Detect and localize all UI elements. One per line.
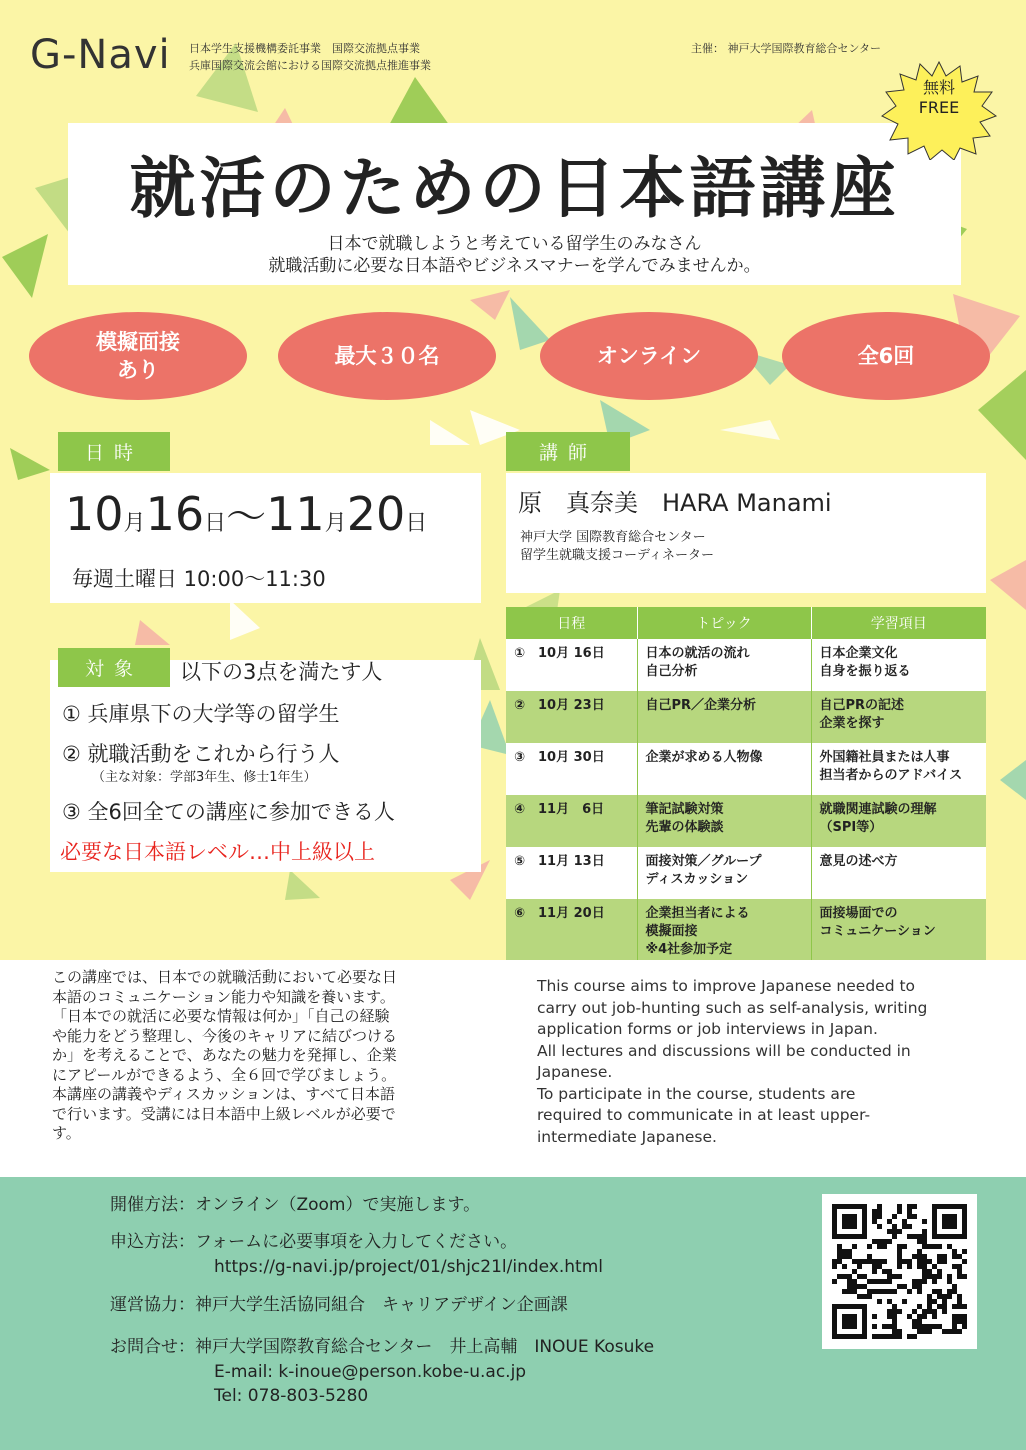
- col-header-topic: トピック: [637, 607, 811, 639]
- schedule-date-line: ③ 10月 30日: [514, 750, 605, 765]
- col-header-date: 日程: [506, 607, 637, 639]
- free-badge-line-2: FREE: [918, 98, 960, 117]
- schedule-item-line: 自己PRの記述: [819, 698, 905, 713]
- description-area: [0, 960, 1026, 1177]
- schedule-row: [506, 691, 986, 743]
- target-tag: 対象: [58, 648, 170, 687]
- schedule-item-line: 企業を探す: [819, 716, 885, 731]
- schedule-topic-line: 筆記試験対策: [645, 802, 724, 817]
- description-jp-line: や能力をどう整理し、今後のキャリアに結びつける: [52, 1026, 398, 1045]
- date-box: [50, 473, 481, 603]
- schedule-item-line: 担当者からのアドバイス: [819, 768, 963, 783]
- description-en-line: Japanese.: [537, 1063, 613, 1081]
- description-jp-line: 本講座の講義やディスカッションは、すべて日本語: [52, 1085, 396, 1103]
- org-line-2: 兵庫国際交流会館における国際交流拠点推進事業: [189, 59, 431, 72]
- schedule-topic-line: 自己PR／企業分析: [645, 698, 757, 713]
- contact-tel[interactable]: Tel: 078-803-5280: [214, 1386, 369, 1406]
- schedule-date-line: ① 10月 16日: [514, 646, 605, 661]
- description-jp-line: この講座では、日本での就職活動において必要な日: [52, 968, 398, 986]
- description-en-line: intermediate Japanese.: [537, 1127, 717, 1146]
- footer: [0, 1177, 1026, 1450]
- schedule-topic-line: 自己分析: [645, 664, 698, 679]
- subtitle: [68, 233, 961, 277]
- weekly-time: 毎週土曜日 10:00～11:30: [72, 567, 326, 591]
- description-jp-line: 「日本での就活に必要な情報は何か」「自己の経験: [52, 1007, 390, 1025]
- schedule-topic-line: 企業が求める人物像: [645, 750, 763, 765]
- description-en-line: This course aims to improve Japanese needed to: [537, 977, 916, 995]
- schedule-item-line: 意見の述べ方: [819, 854, 898, 869]
- method-value: オンライン（Zoom）で実施します。: [195, 1195, 481, 1215]
- target-item-1: ① 兵庫県下の大学等の留学生: [62, 702, 340, 726]
- required-level: 必要な日本語レベル…中上級以上: [60, 840, 375, 864]
- schedule-date-line: ④ 11月 6日: [514, 802, 605, 817]
- title-box: [68, 123, 961, 285]
- target-item-2-note: （主な対象：学部3年生、修士1年生）: [92, 770, 317, 785]
- feature-sessions: [782, 312, 990, 400]
- contact-value: 神戸大学国際教育総合センター 井上高輔 INOUE Kosuke: [195, 1337, 655, 1357]
- schedule-date: [506, 795, 637, 847]
- instructor-tag: 講師: [506, 432, 630, 471]
- description-jp-line: で行います。受講には日本語中上級レベルが必要で: [52, 1104, 396, 1123]
- qr-code-pattern: [832, 1204, 967, 1339]
- description-jp-line: か」を考えることで、あなたの魅力を発揮し、企業: [52, 1046, 397, 1064]
- contact-label: お問合せ：: [110, 1337, 195, 1357]
- description-en-line: All lectures and discussions will be conducted in: [537, 1041, 911, 1060]
- affiliation-line-2: 留学生就職支援コーディネーター: [520, 548, 714, 563]
- schedule-date-line: ② 10月 23日: [514, 698, 605, 713]
- schedule-topic-line: 企業担当者による: [645, 906, 750, 921]
- instructor-name: 原 真奈美 HARA Manami: [518, 489, 832, 517]
- schedule-item-line: 自身を振り返る: [819, 664, 911, 679]
- page-title: 就活のための日本語講座: [129, 150, 900, 227]
- schedule-item: [811, 639, 986, 691]
- subtitle-line-2: 就職活動に必要な日本語やビジネスマナーを学んでみませんか。: [268, 256, 761, 276]
- coop-label: 運営協力：: [110, 1295, 195, 1315]
- target-item-3: ③ 全6回全ての講座に参加できる人: [62, 800, 395, 824]
- schedule-date-line: ⑥ 11月 20日: [514, 906, 605, 921]
- schedule-topic: [637, 691, 811, 743]
- schedule-row: [506, 847, 986, 899]
- date-tag: 日時: [58, 432, 170, 471]
- free-badge-text: [880, 78, 998, 118]
- feature-label: 全6回: [857, 344, 915, 368]
- target-lead: 以下の3点を満たす人: [180, 660, 383, 684]
- schedule-item-line: 面接場面での: [819, 906, 898, 921]
- description-jp-line: 本語のコミュニケーション能力や知識を養います。: [52, 987, 395, 1006]
- description-jp-line: す。: [52, 1124, 81, 1142]
- apply-url-link[interactable]: https://g-navi.jp/project/01/shjc21l/index.html: [214, 1257, 603, 1277]
- description-en-line: carry out job-hunting such as self-analysis, writing: [537, 998, 928, 1017]
- schedule-topic-line: 先輩の体験談: [645, 820, 724, 835]
- instructor-box: [506, 473, 986, 593]
- schedule-item-line: 日本企業文化: [819, 646, 898, 661]
- apply-label: 申込方法：: [110, 1232, 195, 1252]
- schedule-row: [506, 743, 986, 795]
- feature-mock-interview: [29, 312, 247, 400]
- description-en-line: To participate in the course, students are: [537, 1084, 856, 1103]
- description-en-line: required to communicate in at least upper-: [537, 1106, 871, 1124]
- free-badge-line-1: 無料: [922, 78, 955, 97]
- description-en: [537, 976, 997, 1148]
- schedule-date: [506, 691, 637, 743]
- schedule-table: [506, 607, 986, 973]
- org-info: [189, 40, 431, 74]
- feature-online: [540, 312, 758, 400]
- schedule-item: [811, 691, 986, 743]
- date-range: 10月16日～11月20日: [65, 487, 428, 541]
- schedule-item: [811, 847, 986, 899]
- schedule-item: [811, 795, 986, 847]
- schedule-item-line: 就職関連試験の理解: [819, 802, 937, 817]
- col-header-items: 学習項目: [811, 607, 986, 639]
- description-jp: [52, 968, 492, 1144]
- schedule-topic-line: 模擬面接: [645, 924, 698, 939]
- schedule-date: [506, 639, 637, 691]
- footer-contact: [110, 1335, 654, 1359]
- schedule-item-line: （SPI等）: [819, 820, 883, 835]
- schedule-topic: [637, 743, 811, 795]
- qr-code[interactable]: [822, 1194, 977, 1349]
- instructor-affiliation: [520, 529, 714, 565]
- schedule-topic: [637, 847, 811, 899]
- apply-value: フォームに必要事項を入力してください。: [195, 1232, 518, 1252]
- organizer: 主催： 神戸大学国際教育総合センター: [691, 42, 882, 55]
- schedule-date: [506, 743, 637, 795]
- schedule-topic-line: 面接対策／グループ: [645, 854, 762, 869]
- feature-capacity: [278, 312, 496, 400]
- footer-method: [110, 1193, 480, 1217]
- feature-label: 最大３０名: [334, 344, 440, 368]
- footer-cooperation: [110, 1293, 568, 1317]
- description-en-line: application forms or job interviews in Japan.: [537, 1020, 878, 1038]
- org-line-1: 日本学生支援機構委託事業 国際交流拠点事業: [189, 42, 420, 55]
- schedule-item-line: コミュニケーション: [819, 924, 936, 939]
- feature-label: オンライン: [596, 344, 702, 368]
- schedule-topic-line: 日本の就活の流れ: [645, 646, 750, 661]
- schedule-topic-line: ※4社参加予定: [645, 942, 733, 957]
- schedule-topic: [637, 795, 811, 847]
- contact-email[interactable]: E-mail: k-inoue@person.kobe-u.ac.jp: [214, 1362, 527, 1382]
- target-item-2: ② 就職活動をこれから行う人: [62, 742, 340, 766]
- affiliation-line-1: 神戸大学 国際教育総合センター: [520, 530, 706, 545]
- g-navi-logo: G-Navi: [30, 32, 171, 78]
- coop-value: 神戸大学生活協同組合 キャリアデザイン企画課: [195, 1295, 568, 1315]
- feature-label-2: あり: [117, 358, 159, 382]
- schedule-item: [811, 743, 986, 795]
- schedule-topic: [637, 639, 811, 691]
- schedule-item-line: 外国籍社員または人事: [819, 750, 950, 765]
- method-label: 開催方法：: [110, 1195, 195, 1215]
- schedule-row: [506, 795, 986, 847]
- footer-apply: [110, 1230, 517, 1254]
- feature-label: 模擬面接: [96, 330, 180, 354]
- schedule-date: [506, 847, 637, 899]
- target-box: [50, 660, 481, 872]
- description-jp-line: にアピールができるよう、全６回で学びましょう。: [52, 1065, 397, 1084]
- schedule-date-line: ⑤ 11月 13日: [514, 854, 605, 869]
- schedule-row: [506, 639, 986, 691]
- subtitle-line-1: 日本で就職しようと考えている留学生のみなさん: [327, 234, 702, 254]
- schedule-topic-line: ディスカッション: [645, 872, 749, 887]
